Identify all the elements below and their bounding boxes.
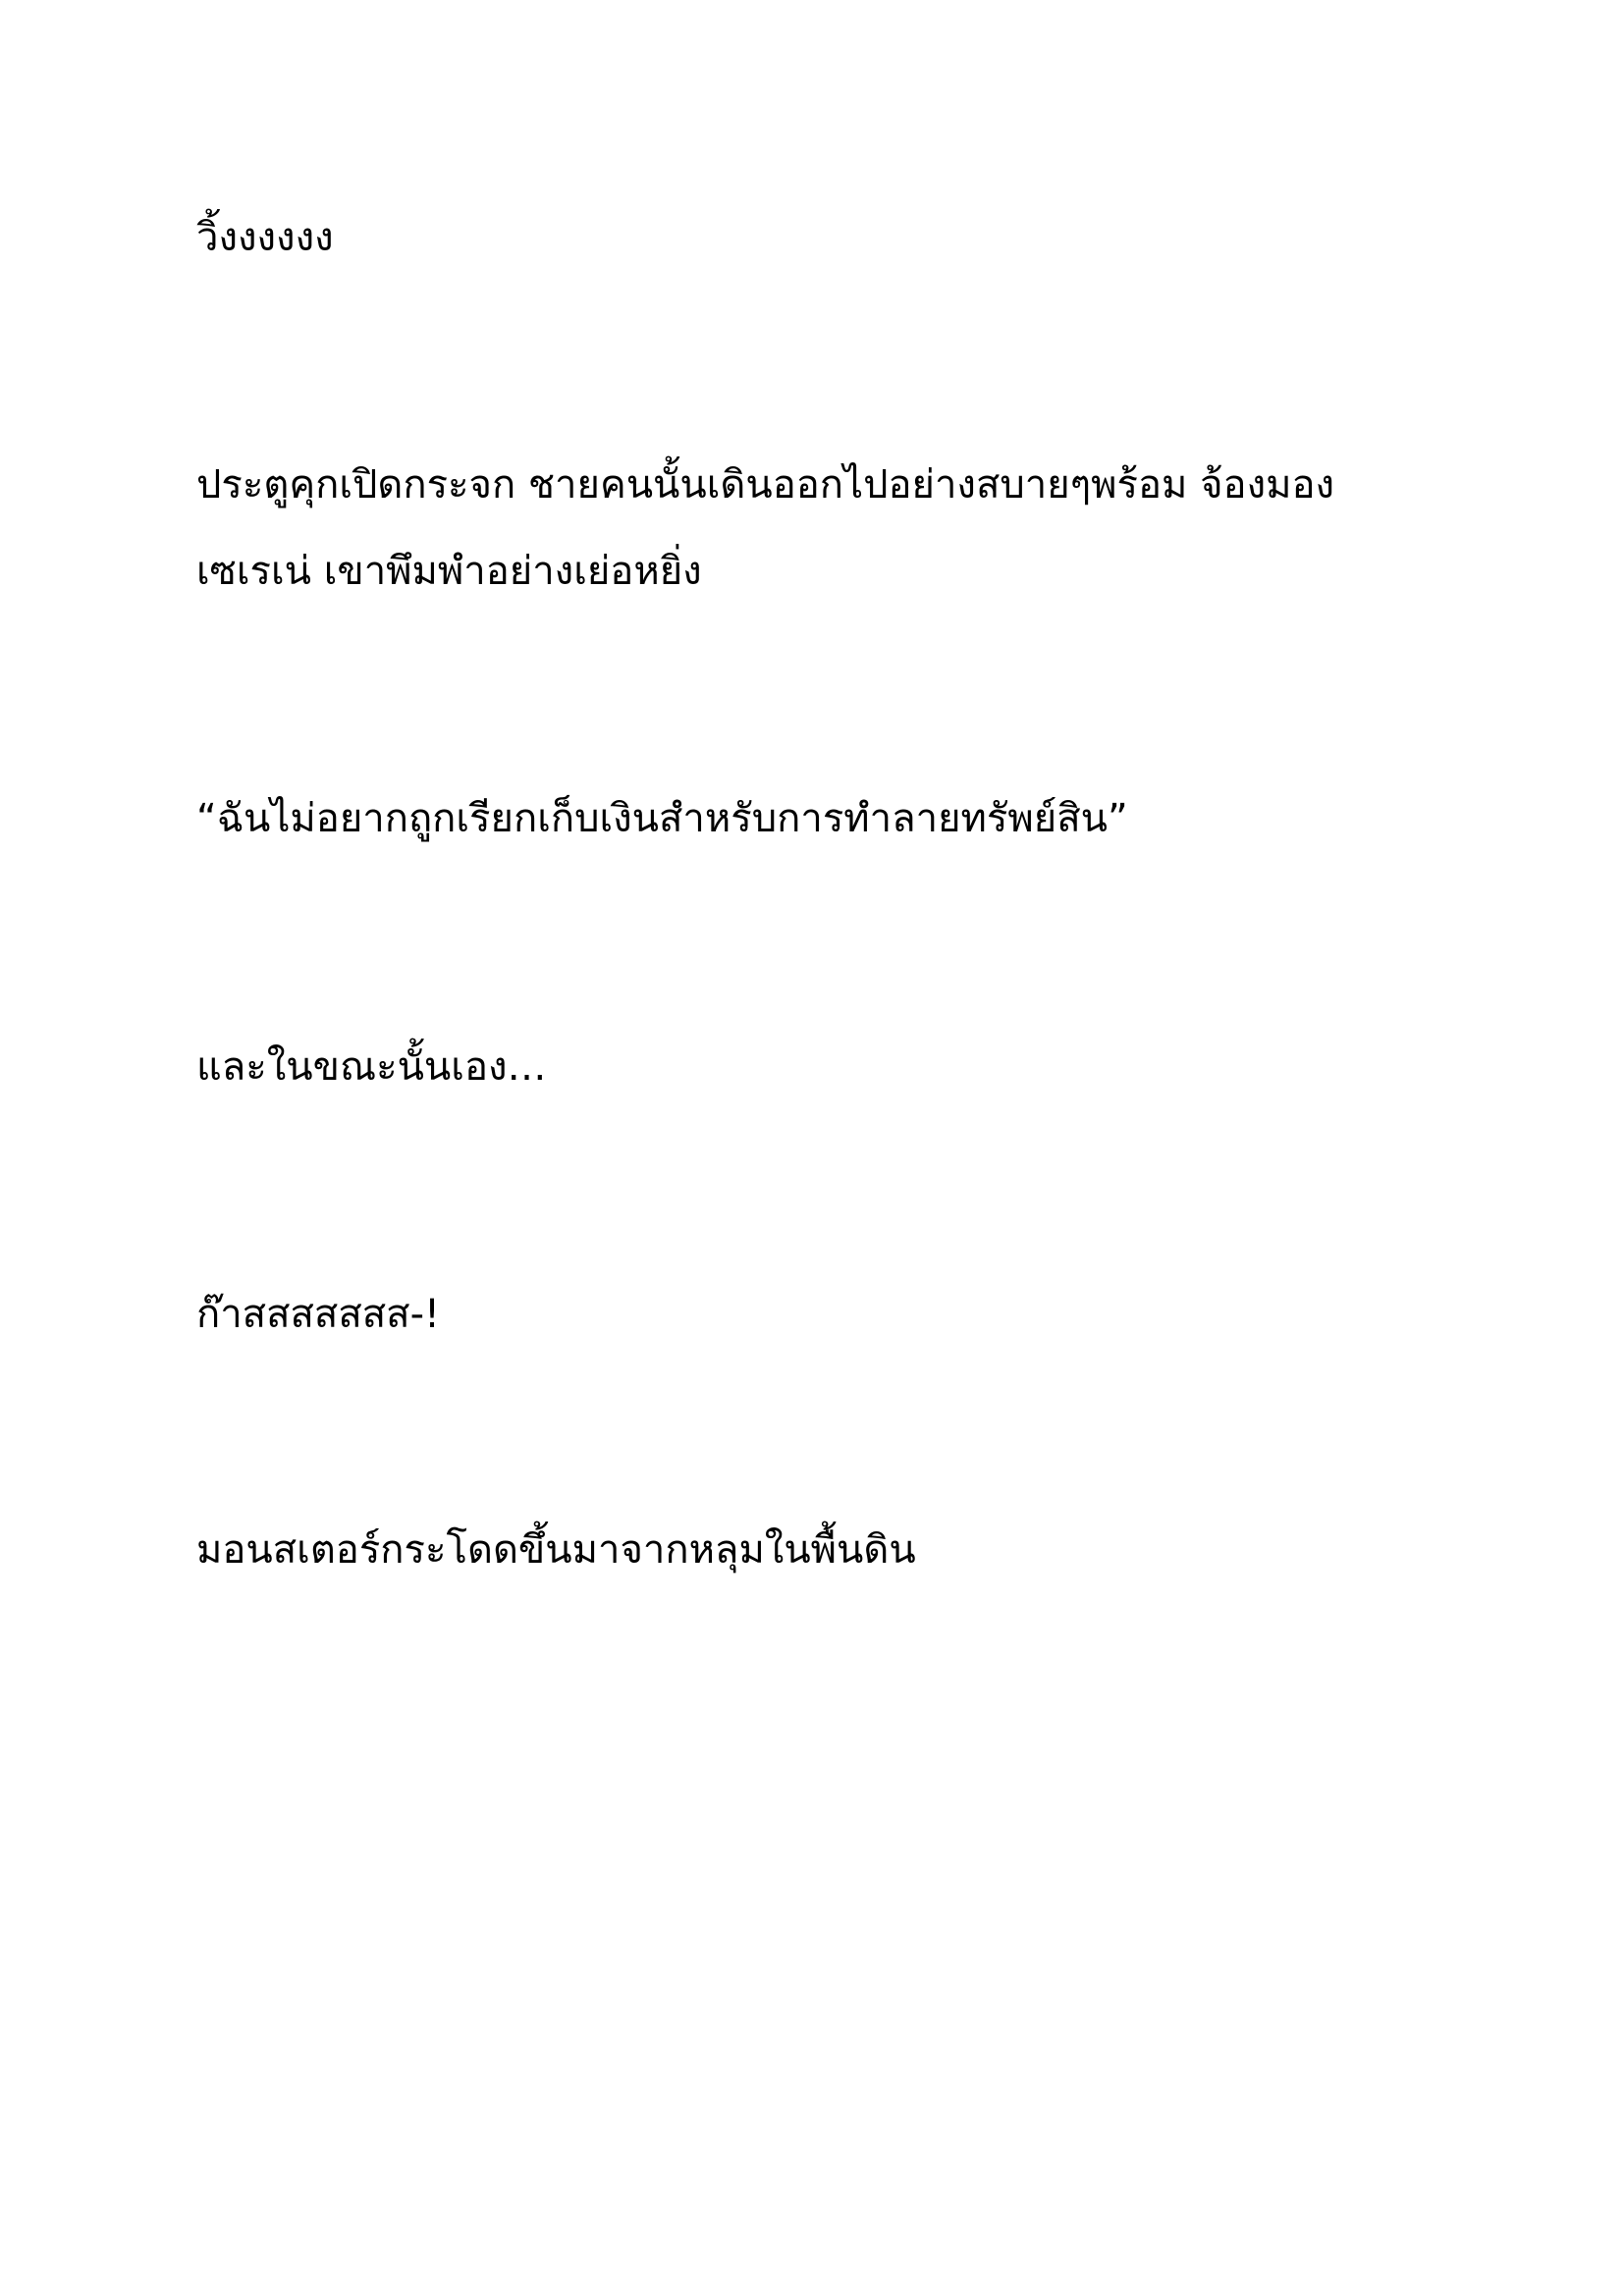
text-line: “ฉันไม่อยากถูกเรียกเก็บเงินสำหรับการทำลายทรัพย์สิน” [196,796,1128,841]
text-line: เซเรเน่ เขาพึมพำอย่างเย่อหยิ่ง [196,549,702,594]
paragraph-narration-3 [196,1507,1434,1593]
text-line: ประตูคุกเปิดกระจก ชายคนนั้นเดินออกไปอย่างสบายๆพร้อม จ้องมอง [196,462,1335,507]
paragraph-narration-1 [196,442,1434,614]
text-line: มอนสเตอร์กระโดดขึ้นมาจากหลุมในพื้นดิน [196,1527,916,1573]
text-line: วิ้งงงงงง [196,215,334,260]
paragraph-sound-effect-2 [196,1271,1434,1358]
text-line: ก๊าสสสสสสส-! [196,1292,441,1337]
paragraph-sound-effect-1 [196,194,1434,281]
paragraph-narration-2 [196,1024,1434,1110]
text-line: และในขณะนั้นเอง… [196,1044,547,1090]
paragraph-dialogue [196,775,1434,862]
